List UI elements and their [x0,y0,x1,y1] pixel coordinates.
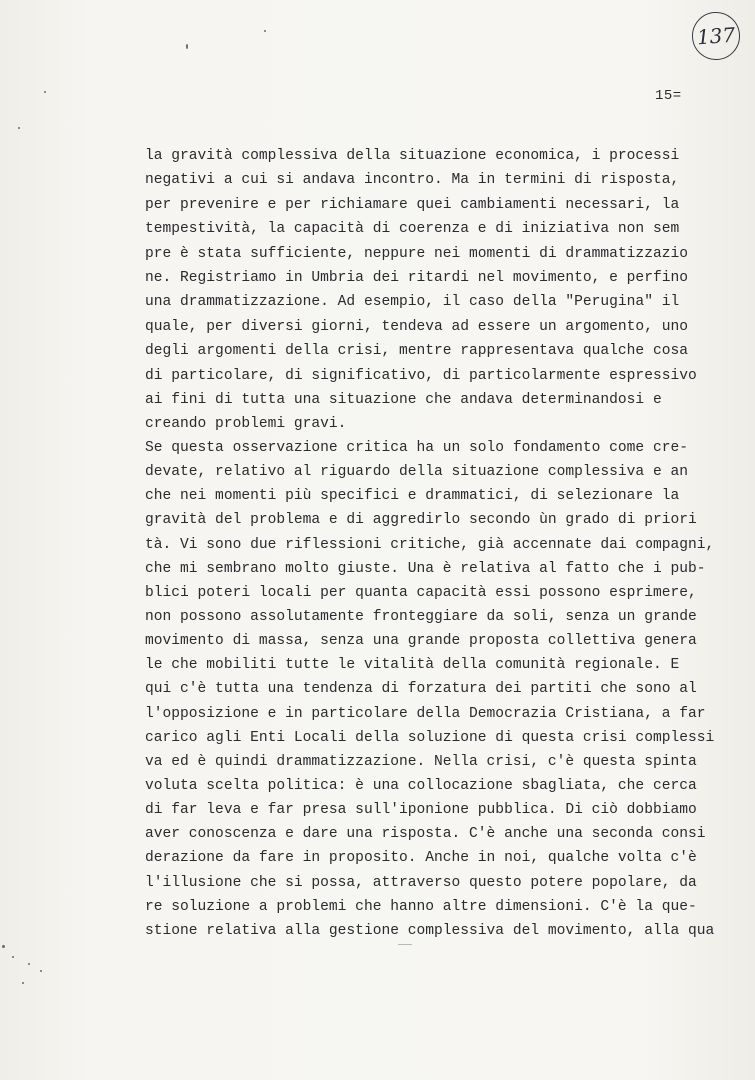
text-line: va ed è quindi drammatizzazione. Nella crisi, c'è questa spinta [145,753,697,770]
text-line: aver conoscenza e dare una risposta. C'è anche una seconda consi [145,826,706,843]
scan-speck [22,982,24,984]
scan-speck [40,970,42,972]
paragraph-2 [145,436,755,943]
text-line: degli argomenti della crisi, mentre rappresentava qualche cosa [145,343,688,360]
text-line: che nei momenti più specifici e drammatici, di selezionare la [145,488,680,505]
text-line: l'opposizione e in particolare della Democrazia Cristiana, a far [145,705,706,722]
text-line: tempestività, la capacità di coerenza e di iniziativa non sem [145,221,680,238]
text-line: blici poteri locali per quanta capacità essi possono esprimere, [145,584,697,601]
text-line: derazione da fare in proposito. Anche in noi, qualche volta c'è [145,850,697,867]
text-line: non possono assolutamente fronteggiare da soli, senza un grande [145,608,697,625]
text-line: tà. Vi sono due riflessioni critiche, già accennate dai compagni, [145,536,715,553]
text-line: negativi a cui si andava incontro. Ma in termini di risposta, [145,172,680,189]
text-line: le che mobiliti tutte le vitalità della comunità regionale. E [145,657,680,674]
scan-speck [186,44,188,49]
text-line: re soluzione a problemi che hanno altre dimensioni. C'è la que- [145,898,697,915]
text-line: voluta scelta politica: è una collocazione sbagliata, che cerca [145,777,697,794]
text-line: gravità del problema e di aggredirlo secondo ùn grado di priori [145,512,697,529]
scan-speck [44,91,46,93]
scan-speck [2,945,5,948]
archive-stamp-number: 137 [690,10,741,61]
text-line: per prevenire e per richiamare quei cambiamenti necessari, la [145,196,680,213]
scan-speck [28,963,30,965]
text-line: creando problemi gravi. [145,416,347,433]
text-line: che mi sembrano molto giuste. Una è relativa al fatto che i pub- [145,560,706,577]
text-line: la gravità complessiva della situazione economica, i processi [145,148,680,164]
text-line: ne. Registriamo in Umbria dei ritardi nel movimento, e perfino [145,269,688,286]
scan-speck [18,127,20,129]
text-line: Se questa osservazione critica ha un solo fondamento come cre- [145,440,688,456]
text-line: di particolare, di significativo, di particolarmente espressivo [145,367,697,384]
page-number: 15= [655,88,682,104]
text-line: di far leva e far presa sull'iponione pubblica. Di ciò dobbiamo [145,802,697,819]
text-line: pre è stata sufficiente, neppure nei momenti di drammatizzazio [145,245,688,262]
text-line: ai fini di tutta una situazione che andava determinandosi e [145,391,662,408]
text-line: stione relativa alla gestione complessiva del movimento, alla qua [145,922,715,939]
text-line: una drammatizzazione. Ad esempio, il caso della "Perugina" il [145,294,680,311]
scan-speck [264,30,266,32]
text-line: qui c'è tutta una tendenza di forzatura dei partiti che sono al [145,681,697,698]
text-line: quale, per diversi giorni, tendeva ad essere un argomento, uno [145,318,688,335]
text-line: l'illusione che si possa, attraverso questo potere popolare, da [145,874,697,891]
scan-speck [12,956,14,958]
text-line: carico agli Enti Locali della soluzione di questa crisi complessi [145,729,715,746]
text-line: devate, relativo al riguardo della situazione complessiva e an [145,464,688,481]
scan-speck [398,944,412,945]
paragraph-1 [145,144,755,437]
text-line: movimento di massa, senza una grande proposta collettiva genera [145,633,697,650]
